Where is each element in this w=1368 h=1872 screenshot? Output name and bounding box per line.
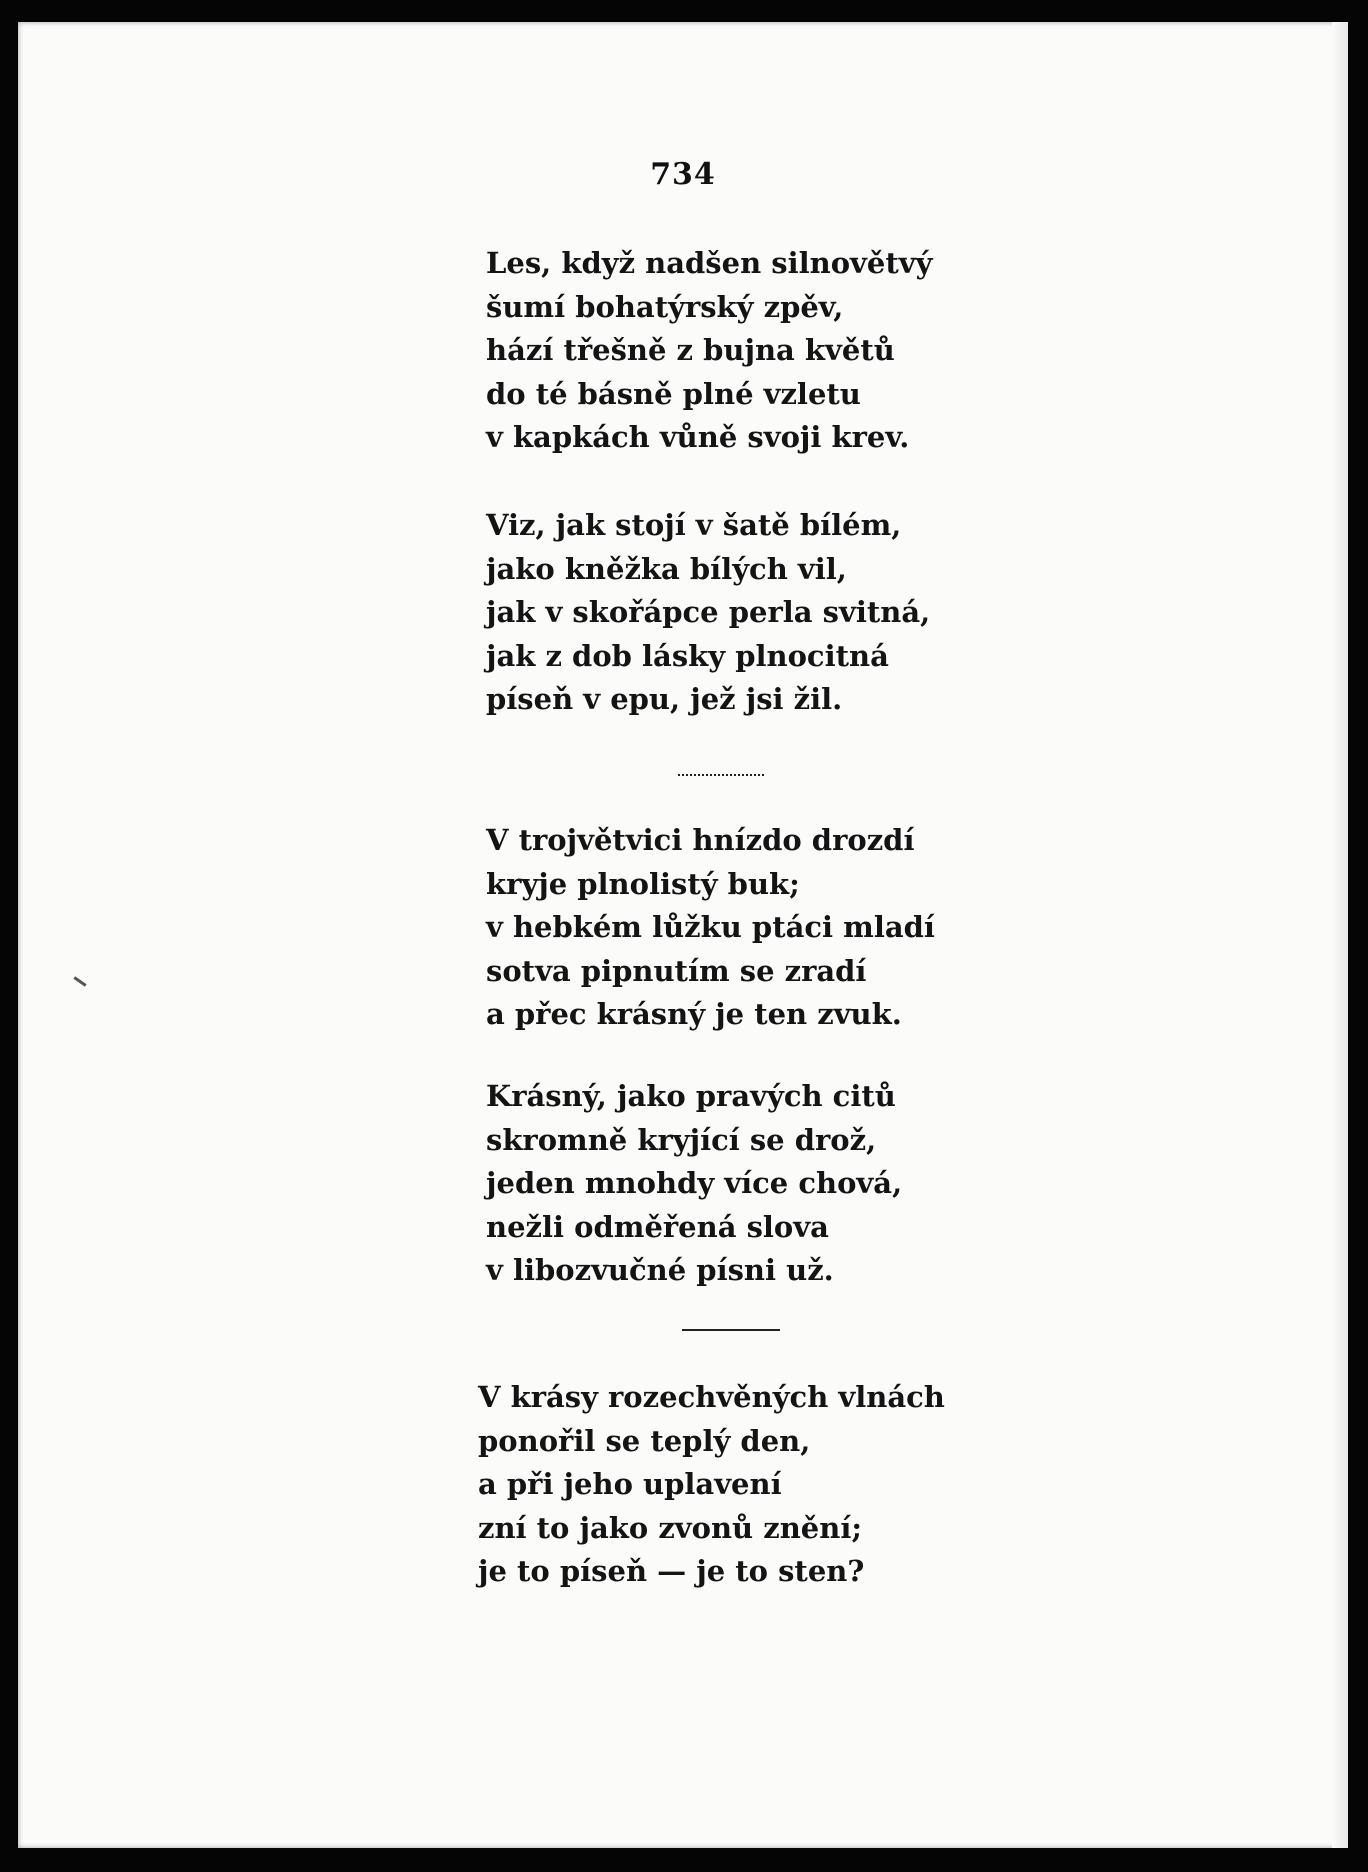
poem-line: jak z dob lásky plnocitná: [486, 638, 889, 673]
poem-line: jak v skořápce perla svitná,: [486, 595, 931, 629]
stanza-5: [478, 1376, 1078, 1594]
poem-line: Krásný, jako pravých citů: [486, 1079, 896, 1113]
poem-line: nežli odměřená slova: [486, 1209, 829, 1244]
poem-line: kryje plnolistý buk;: [486, 866, 800, 901]
poem-line: jako kněžka bílých vil,: [486, 551, 847, 586]
poem-line: v libozvučné písni už.: [486, 1253, 834, 1287]
page-number: 734: [650, 157, 716, 192]
poem-line: skromně kryjící se drož,: [486, 1122, 877, 1157]
book-page: [18, 22, 1348, 1848]
poem: [18, 22, 1348, 1848]
stanza-2: [486, 504, 1086, 722]
poem-line: do té básně plné vzletu: [486, 376, 861, 411]
poem-line: a při jeho uplavení: [478, 1467, 782, 1501]
stanza-3: [486, 819, 1086, 1037]
poem-line: a přec krásný je ten zvuk.: [486, 997, 902, 1031]
poem-line: píseň v epu, jež jsi žil.: [486, 682, 843, 716]
poem-line: jeden mnohdy více chová,: [486, 1166, 903, 1200]
stanza-1: [486, 242, 1086, 460]
poem-line: hází třešně z bujna květů: [486, 333, 895, 367]
poem-line: v kapkách vůně svoji krev.: [486, 420, 910, 454]
poem-line: je to píseň — je to sten?: [478, 1554, 865, 1588]
poem-line: sotva pipnutím se zradí: [486, 953, 867, 988]
stanza-4: [486, 1075, 1086, 1293]
poem-line: šumí bohatýrský zpěv,: [486, 289, 844, 324]
section-divider: [678, 774, 764, 776]
poem-line: Les, když nadšen silnovětvý: [486, 246, 933, 280]
poem-line: V trojvětvici hnízdo drozdí: [486, 823, 915, 857]
poem-line: V krásy rozechvěných vlnách: [478, 1380, 945, 1414]
poem-line: Viz, jak stojí v šatě bílém,: [486, 508, 902, 542]
poem-line: zní to jako zvonů znění;: [478, 1510, 863, 1545]
poem-line: ponořil se teplý den,: [478, 1423, 811, 1458]
section-divider: [682, 1329, 780, 1331]
poem-line: v hebkém lůžku ptáci mladí: [486, 910, 935, 944]
